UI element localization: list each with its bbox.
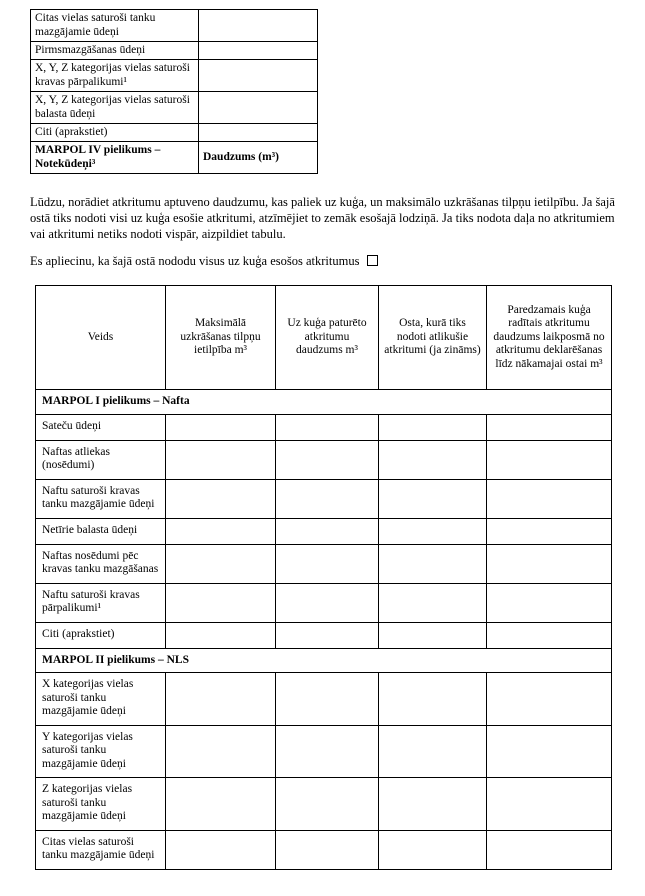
capacity-cell xyxy=(166,518,276,544)
retained-amount-cell xyxy=(276,622,379,648)
top-table-row xyxy=(31,42,318,60)
expected-amount-cell xyxy=(487,583,612,622)
declaration-line xyxy=(30,253,615,269)
delivery-port-cell xyxy=(379,725,487,778)
delivery-port-cell xyxy=(379,673,487,726)
delivery-port-cell xyxy=(379,544,487,583)
waste-type-label: X, Y, Z kategorijas vielas saturoši balasta ūdeņi xyxy=(31,92,199,124)
retained-amount-cell xyxy=(276,479,379,518)
waste-item-label: Naftu saturoši kravas pārpalikumi¹ xyxy=(36,583,166,622)
quantity-value-cell xyxy=(199,10,318,42)
waste-item-row xyxy=(36,778,612,831)
quantity-column-header: Daudzums (m³) xyxy=(199,142,318,174)
capacity-cell xyxy=(166,414,276,440)
retained-amount-cell xyxy=(276,778,379,831)
waste-item-row xyxy=(36,622,612,648)
delivery-port-cell xyxy=(379,583,487,622)
section-row xyxy=(36,390,612,415)
retained-amount-cell xyxy=(276,544,379,583)
main-table-body xyxy=(36,390,612,870)
expected-amount-cell xyxy=(487,544,612,583)
top-table xyxy=(30,9,318,174)
main-table-column-header-3: Uz kuģa paturēto atkritumu daudzums m³ xyxy=(276,286,379,390)
quantity-value-cell xyxy=(199,60,318,92)
waste-item-label: X kategorijas vielas saturoši tanku mazgājamie ūdeņi xyxy=(36,673,166,726)
expected-amount-cell xyxy=(487,778,612,831)
expected-amount-cell xyxy=(487,479,612,518)
capacity-cell xyxy=(166,583,276,622)
quantity-value-cell xyxy=(199,124,318,142)
delivery-port-cell xyxy=(379,830,487,869)
main-table-column-header-2: Maksimālā uzkrāšanas tilpņu ietilpība m³ xyxy=(166,286,276,390)
expected-amount-cell xyxy=(487,414,612,440)
section-title: MARPOL I pielikums – Nafta xyxy=(36,390,612,415)
waste-item-label: Z kategorijas vielas saturoši tanku mazgājamie ūdeņi xyxy=(36,778,166,831)
retained-amount-cell xyxy=(276,725,379,778)
delivery-port-cell xyxy=(379,414,487,440)
waste-item-label: Naftas nosēdumi pēc kravas tanku mazgāšanas xyxy=(36,544,166,583)
delivery-port-cell xyxy=(379,778,487,831)
instructions-paragraph: Lūdzu, norādiet atkritumu aptuveno daudzumu, kas paliek uz kuģa, un maksimālo uzkrāšanas tilpņu ietilpību. Ja šajā ostā tiks nodoti visi uz kuģa esošie atkritumi, atzīmējiet to zemāk esošajā lodziņā. Ja tiks nodota daļa no atkritumiem vai atkritumi netiks nodoti vispār, aizpildiet tabulu. xyxy=(30,195,615,241)
main-table xyxy=(35,285,612,870)
quantity-value-cell xyxy=(199,42,318,60)
waste-type-label: Pirmsmazgāšanas ūdeņi xyxy=(31,42,199,60)
expected-amount-cell xyxy=(487,725,612,778)
declaration-text: Es apliecinu, ka šajā ostā nododu visus uz kuģa esošos atkritumus xyxy=(30,254,360,268)
retained-amount-cell xyxy=(276,518,379,544)
capacity-cell xyxy=(166,622,276,648)
retained-amount-cell xyxy=(276,673,379,726)
expected-amount-cell xyxy=(487,830,612,869)
waste-item-label: Citas vielas saturoši tanku mazgājamie ūdeņi xyxy=(36,830,166,869)
delivery-port-cell xyxy=(379,518,487,544)
waste-item-label: Naftu saturoši kravas tanku mazgājamie ūdeņi xyxy=(36,479,166,518)
waste-type-label: Citi (aprakstiet) xyxy=(31,124,199,142)
capacity-cell xyxy=(166,440,276,479)
waste-item-row xyxy=(36,830,612,869)
capacity-cell xyxy=(166,544,276,583)
quantity-value-cell xyxy=(199,92,318,124)
main-table-column-header-1: Veids xyxy=(36,286,166,390)
waste-item-row xyxy=(36,544,612,583)
waste-item-label: Y kategorijas vielas saturoši tanku mazgājamie ūdeņi xyxy=(36,725,166,778)
waste-type-label: Citas vielas saturoši tanku mazgājamie ūdeņi xyxy=(31,10,199,42)
waste-item-row xyxy=(36,583,612,622)
waste-item-label: Sateču ūdeņi xyxy=(36,414,166,440)
main-table-column-header-5: Paredzamais kuģa radītais atkritumu daudzums laikposmā no atkritumu deklarēšanas līdz nākamajai ostai m³ xyxy=(487,286,612,390)
waste-type-label: X, Y, Z kategorijas vielas saturoši kravas pārpalikumi¹ xyxy=(31,60,199,92)
section-title: MARPOL II pielikums – NLS xyxy=(36,648,612,673)
delivery-port-cell xyxy=(379,479,487,518)
capacity-cell xyxy=(166,479,276,518)
expected-amount-cell xyxy=(487,440,612,479)
declaration-checkbox[interactable] xyxy=(367,255,378,266)
top-table-row xyxy=(31,124,318,142)
delivery-port-cell xyxy=(379,622,487,648)
top-table-body xyxy=(31,10,318,174)
waste-item-label: Naftas atliekas (nosēdumi) xyxy=(36,440,166,479)
expected-amount-cell xyxy=(487,673,612,726)
waste-item-row xyxy=(36,673,612,726)
expected-amount-cell xyxy=(487,622,612,648)
capacity-cell xyxy=(166,778,276,831)
main-table-header-row xyxy=(36,286,612,390)
top-table-row xyxy=(31,92,318,124)
capacity-cell xyxy=(166,830,276,869)
retained-amount-cell xyxy=(276,830,379,869)
waste-item-row xyxy=(36,725,612,778)
expected-amount-cell xyxy=(487,518,612,544)
retained-amount-cell xyxy=(276,440,379,479)
top-table-row xyxy=(31,142,318,174)
top-table-row xyxy=(31,10,318,42)
waste-item-row xyxy=(36,440,612,479)
waste-item-row xyxy=(36,518,612,544)
capacity-cell xyxy=(166,673,276,726)
waste-item-row xyxy=(36,414,612,440)
main-table-column-header-4: Osta, kurā tiks nodoti atlikušie atkritumi (ja zināms) xyxy=(379,286,487,390)
capacity-cell xyxy=(166,725,276,778)
top-table-row xyxy=(31,60,318,92)
retained-amount-cell xyxy=(276,414,379,440)
waste-item-row xyxy=(36,479,612,518)
delivery-port-cell xyxy=(379,440,487,479)
waste-item-label: Citi (aprakstiet) xyxy=(36,622,166,648)
retained-amount-cell xyxy=(276,583,379,622)
waste-type-label: MARPOL IV pielikums – Notekūdeņi³ xyxy=(31,142,199,174)
section-row xyxy=(36,648,612,673)
waste-item-label: Netīrie balasta ūdeņi xyxy=(36,518,166,544)
